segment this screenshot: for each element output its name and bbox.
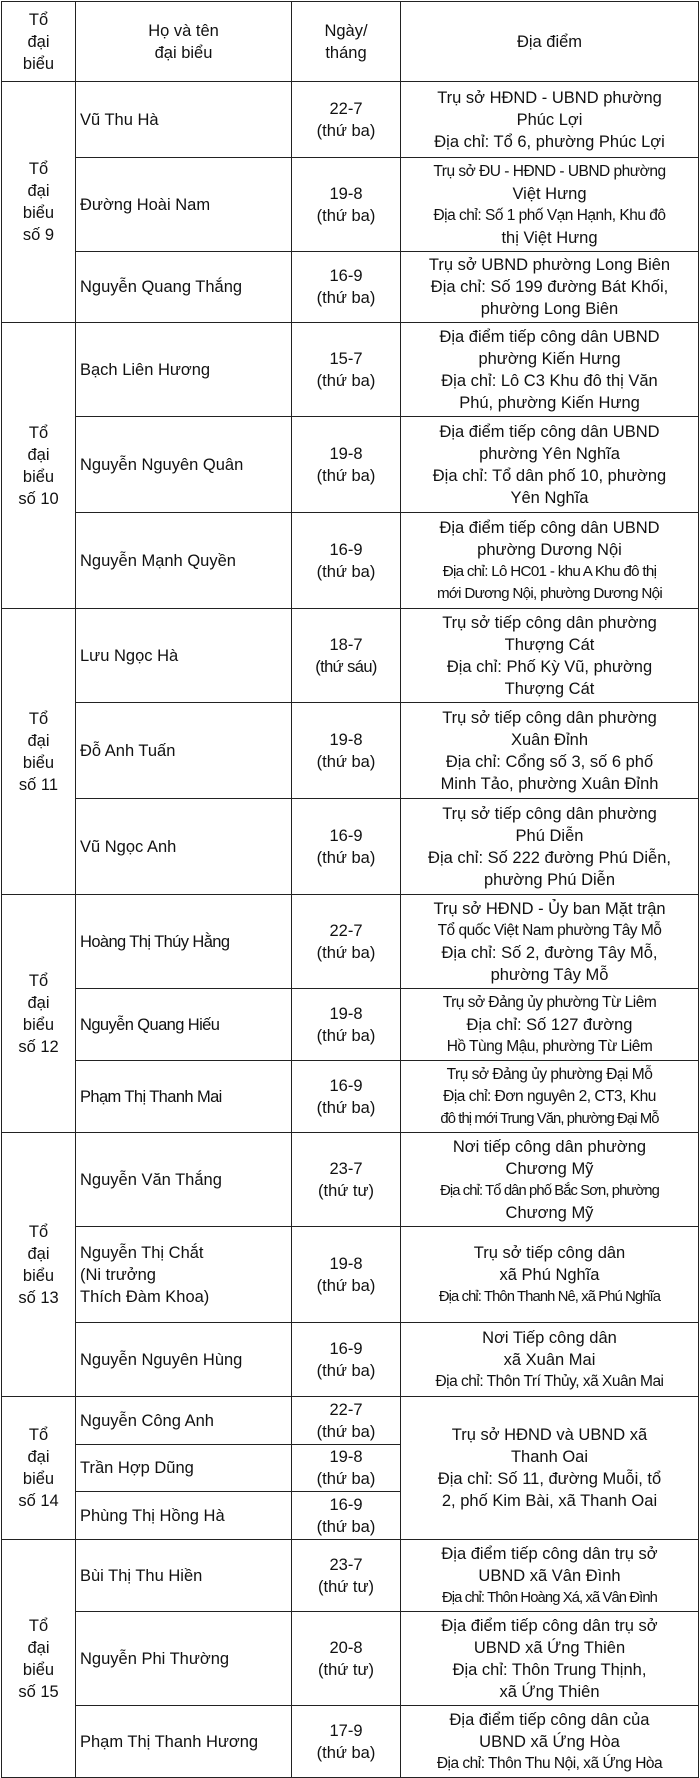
delegate-name: Nguyễn Phi Thường	[76, 1612, 292, 1706]
header-name: Họ và tên đại biểu	[76, 2, 292, 82]
table-row	[2, 1540, 699, 1612]
header-row	[2, 2, 699, 82]
delegate-name: Đường Hoài Nam	[76, 158, 292, 252]
table-row	[2, 989, 699, 1061]
place-cell: Trụ sở tiếp công dân phường Phú Diễn Địa chỉ: Số 222 đường Phú Diễn, phường Phú Diễn	[401, 799, 699, 895]
place-cell: Trụ sở HĐND - UBND phường Phúc Lợi Địa chỉ: Tổ 6, phường Phúc Lợi	[401, 82, 699, 158]
place-cell: Nơi tiếp công dân phường Chương Mỹ Địa chỉ: Tổ dân phố Bắc Sơn, phường Chương Mỹ	[401, 1133, 699, 1227]
delegate-name: Vũ Thu Hà	[76, 82, 292, 158]
group-label-cell: Tổ đại biểu số 12	[2, 895, 76, 1133]
date-cell: 16-9 (thứ ba)	[292, 513, 401, 609]
table-row	[2, 252, 699, 323]
table-row	[2, 82, 699, 158]
delegate-name: Phạm Thị Thanh Hương	[76, 1706, 292, 1778]
place-cell: Trụ sở UBND phường Long Biên Địa chỉ: Số 199 đường Bát Khối, phường Long Biên	[401, 252, 699, 323]
date-cell: 19-8 (thứ ba)	[292, 1227, 401, 1323]
date-cell: 22-7 (thứ ba)	[292, 1397, 401, 1445]
delegate-name: Nguyễn Nguyên Quân	[76, 417, 292, 513]
date-cell: 19-8 (thứ ba)	[292, 989, 401, 1061]
header-group: Tổ đại biểu	[2, 2, 76, 82]
date-cell: 15-7 (thứ ba)	[292, 323, 401, 417]
table-row	[2, 895, 699, 989]
table-row	[2, 703, 699, 799]
delegate-name: Nguyễn Nguyên Hùng	[76, 1323, 292, 1397]
place-cell: Địa điểm tiếp công dân UBND phường Kiến Hưng Địa chỉ: Lô C3 Khu đô thị Văn Phú, phường Kiến Hưng	[401, 323, 699, 417]
date-cell: 22-7 (thứ ba)	[292, 82, 401, 158]
date-cell: 17-9 (thứ ba)	[292, 1706, 401, 1778]
place-cell: Trụ sở Đảng ủy phường Đại Mỗ Địa chỉ: Đơn nguyên 2, CT3, Khu đô thị mới Trung Văn, phường Đại Mỗ	[401, 1061, 699, 1133]
shared-place-cell: Trụ sở HĐND và UBND xã Thanh Oai Địa chỉ: Số 11, đường Muỗi, tổ 2, phố Kim Bài, xã Thanh Oai	[401, 1397, 699, 1540]
date-cell: 19-8 (thứ ba)	[292, 158, 401, 252]
delegate-name: Trần Hợp Dũng	[76, 1445, 292, 1492]
date-cell: 16-9 (thứ ba)	[292, 799, 401, 895]
table-row	[2, 609, 699, 703]
delegate-name: Nguyễn Văn Thắng	[76, 1133, 292, 1227]
date-cell: 19-8 (thứ ba)	[292, 417, 401, 513]
place-cell: Trụ sở Đảng ủy phường Từ Liêm Địa chỉ: Số 127 đường Hồ Tùng Mậu, phường Từ Liêm	[401, 989, 699, 1061]
place-cell: Trụ sở HĐND - Ủy ban Mặt trận Tổ quốc Việt Nam phường Tây Mỗ Địa chỉ: Số 2, đường Tây Mỗ, phường Tây Mỗ	[401, 895, 699, 989]
place-cell: Địa điểm tiếp công dân trụ sở UBND xã Ứng Thiên Địa chỉ: Thôn Trung Thịnh, xã Ứng Thiên	[401, 1612, 699, 1706]
header-date: Ngày/ tháng	[292, 2, 401, 82]
group-label-cell: Tổ đại biểu số 10	[2, 323, 76, 609]
table-row	[2, 323, 699, 417]
delegate-name: Nguyễn Thị Chắt (Ni trưởng Thích Đàm Khoa)	[76, 1227, 292, 1323]
schedule-table	[1, 1, 699, 1778]
date-cell: 16-9 (thứ ba)	[292, 1323, 401, 1397]
table-row	[2, 417, 699, 513]
delegate-name: Hoàng Thị Thúy Hằng	[76, 895, 292, 989]
table-row	[2, 1323, 699, 1397]
group-label-cell: Tổ đại biểu số 9	[2, 82, 76, 323]
place-cell: Địa điểm tiếp công dân của UBND xã Ứng Hòa Địa chỉ: Thôn Thu Nội, xã Ứng Hòa	[401, 1706, 699, 1778]
place-cell: Trụ sở tiếp công dân phường Xuân Đỉnh Địa chỉ: Cổng số 3, số 6 phố Minh Tảo, phường Xuân Đỉnh	[401, 703, 699, 799]
table-row	[2, 1133, 699, 1227]
date-cell: 16-9 (thứ ba)	[292, 1492, 401, 1540]
group-label-cell: Tổ đại biểu số 13	[2, 1133, 76, 1397]
place-cell: Nơi Tiếp công dân xã Xuân Mai Địa chỉ: Thôn Trí Thủy, xã Xuân Mai	[401, 1323, 699, 1397]
delegate-name: Bùi Thị Thu Hiền	[76, 1540, 292, 1612]
table-row	[2, 158, 699, 252]
date-cell: 23-7 (thứ tư)	[292, 1540, 401, 1612]
delegate-name: Phạm Thị Thanh Mai	[76, 1061, 292, 1133]
table-row	[2, 1706, 699, 1778]
table-row	[2, 1612, 699, 1706]
delegate-name: Nguyễn Mạnh Quyền	[76, 513, 292, 609]
delegate-name: Phùng Thị Hồng Hà	[76, 1492, 292, 1540]
table-row	[2, 1227, 699, 1323]
delegate-name: Nguyễn Quang Thắng	[76, 252, 292, 323]
date-cell: 20-8 (thứ tư)	[292, 1612, 401, 1706]
table-row	[2, 513, 699, 609]
table-row	[2, 1397, 699, 1445]
place-cell: Địa điểm tiếp công dân trụ sở UBND xã Vân Đình Địa chỉ: Thôn Hoàng Xá, xã Vân Đình	[401, 1540, 699, 1612]
date-cell: 16-9 (thứ ba)	[292, 1061, 401, 1133]
delegate-name: Nguyễn Quang Hiếu	[76, 989, 292, 1061]
place-cell: Trụ sở tiếp công dân xã Phú Nghĩa Địa chỉ: Thôn Thanh Nê, xã Phú Nghĩa	[401, 1227, 699, 1323]
delegate-name: Bạch Liên Hương	[76, 323, 292, 417]
table-row	[2, 799, 699, 895]
delegate-name: Đỗ Anh Tuấn	[76, 703, 292, 799]
group-label-cell: Tổ đại biểu số 15	[2, 1540, 76, 1778]
date-cell: 16-9 (thứ ba)	[292, 252, 401, 323]
table-row	[2, 1061, 699, 1133]
date-cell: 23-7 (thứ tư)	[292, 1133, 401, 1227]
place-cell: Địa điểm tiếp công dân UBND phường Yên Nghĩa Địa chỉ: Tổ dân phố 10, phường Yên Nghĩa	[401, 417, 699, 513]
delegate-name: Nguyễn Công Anh	[76, 1397, 292, 1445]
group-label-cell: Tổ đại biểu số 11	[2, 609, 76, 895]
date-cell: 19-8 (thứ ba)	[292, 703, 401, 799]
header-place: Địa điểm	[401, 2, 699, 82]
place-cell: Địa điểm tiếp công dân UBND phường Dương Nội Địa chỉ: Lô HC01 - khu A Khu đô thị mới Dương Nội, phường Dương Nội	[401, 513, 699, 609]
place-cell: Trụ sở tiếp công dân phường Thượng Cát Địa chỉ: Phố Kỳ Vũ, phường Thượng Cát	[401, 609, 699, 703]
date-cell: 18-7 (thứ sáu)	[292, 609, 401, 703]
delegate-name: Vũ Ngọc Anh	[76, 799, 292, 895]
place-cell: Trụ sở ĐU - HĐND - UBND phường Việt Hưng Địa chỉ: Số 1 phố Vạn Hạnh, Khu đô thị Việt Hưng	[401, 158, 699, 252]
group-label-cell: Tổ đại biểu số 14	[2, 1397, 76, 1540]
delegate-name: Lưu Ngọc Hà	[76, 609, 292, 703]
date-cell: 22-7 (thứ ba)	[292, 895, 401, 989]
date-cell: 19-8 (thứ ba)	[292, 1445, 401, 1492]
